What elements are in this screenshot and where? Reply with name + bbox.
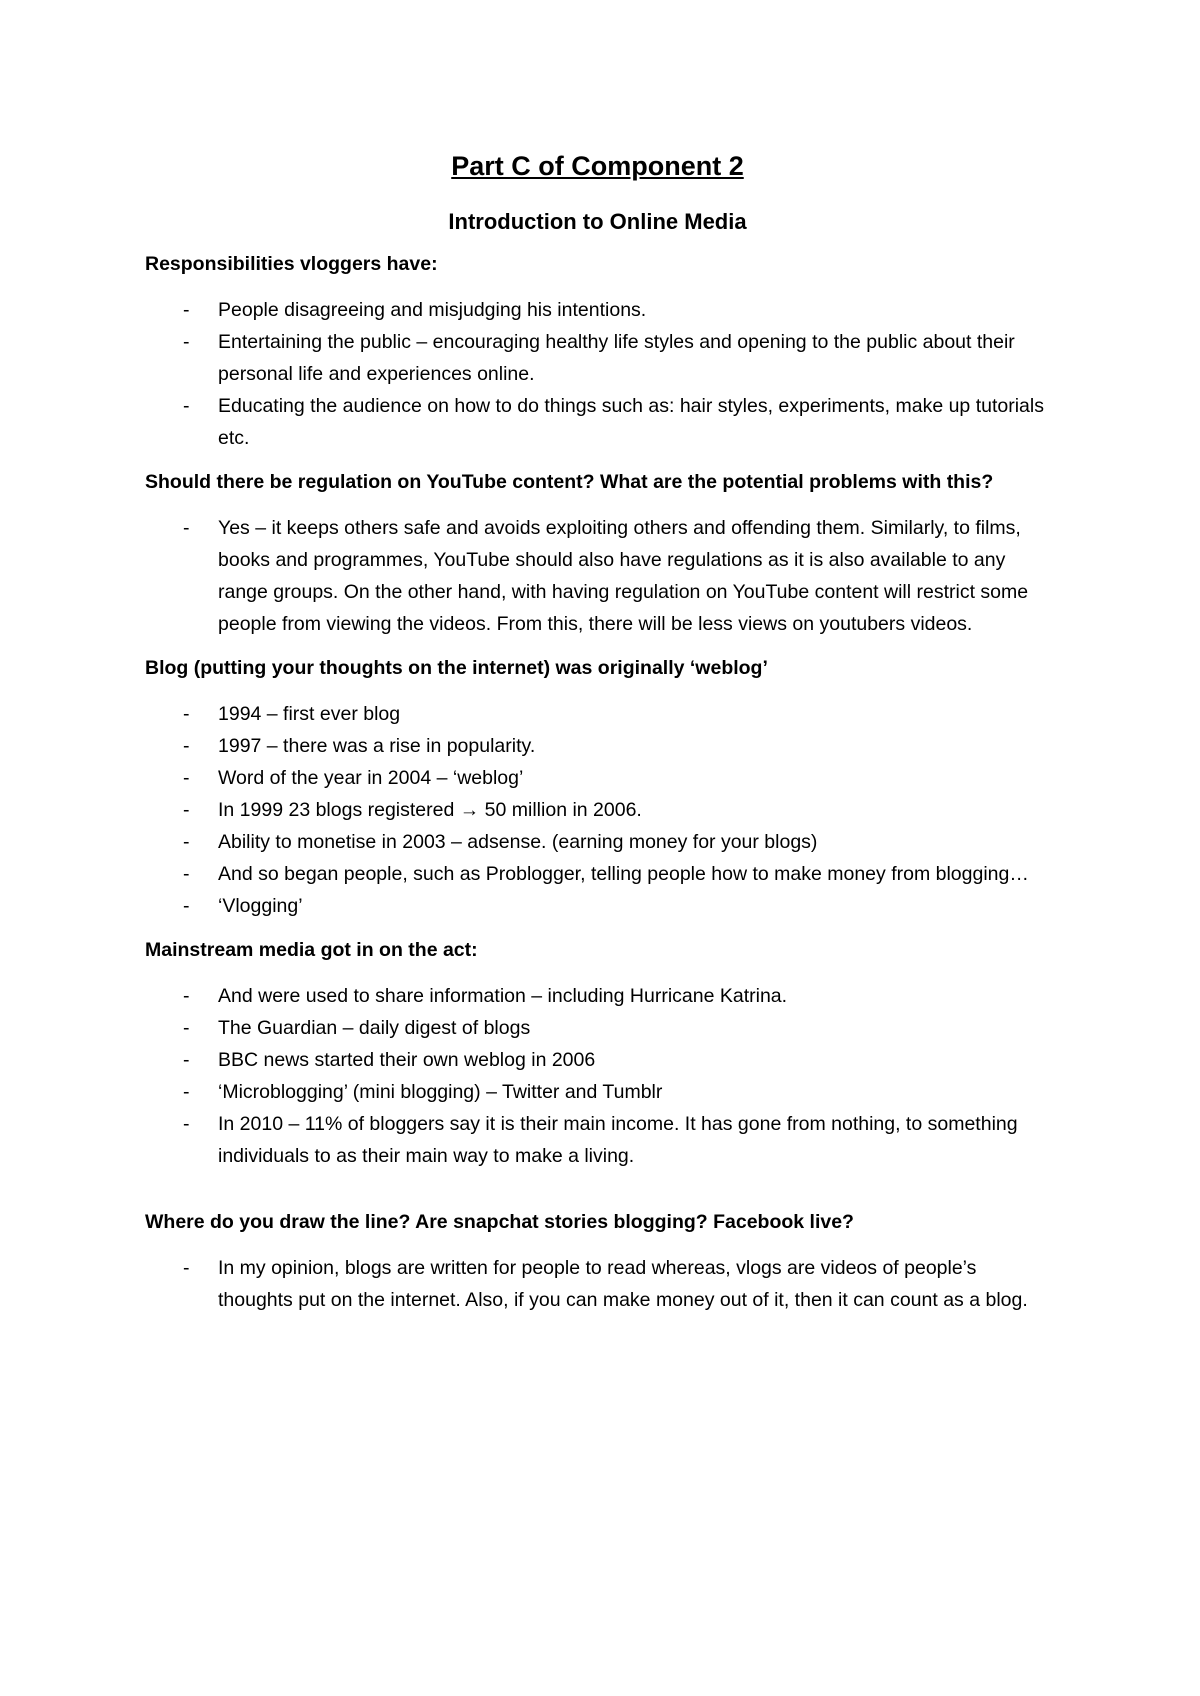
section-heading-mainstream-media: Mainstream media got in on the act: [145, 939, 478, 961]
list-item-text: 1997 – there was a rise in popularity. [218, 735, 536, 757]
section-heading-where-line: Where do you draw the line? Are snapchat stories blogging? Facebook live? [145, 1211, 854, 1233]
list-item-text: Yes – it keeps others safe and avoids exploiting others and offending them. Similarly, to films, books and programmes, YouTube should also have regulations as it is also available to any range groups. On the other hand, with having regulation on YouTube content will restrict some people from viewing the videos. From this, there will be less views on youtubers videos. [218, 517, 1029, 635]
document-subtitle: Introduction to Online Media [448, 209, 747, 234]
dash-bullet: - [183, 863, 190, 885]
dash-bullet: - [183, 1049, 190, 1071]
list-item-text: ‘Vlogging’ [218, 895, 303, 917]
bullet-list-mainstream-media [145, 980, 1050, 1172]
list-item-text: Entertaining the public – encouraging healthy life styles and opening to the public about their personal life and experiences online. [218, 331, 1015, 385]
dash-bullet: - [183, 1081, 190, 1103]
dash-bullet: - [183, 831, 190, 853]
bullet-list-responsibilities [145, 294, 1050, 454]
list-item-text: In 2010 – 11% of bloggers say it is their main income. It has gone from nothing, to something individuals to as their main way to make a living. [218, 1113, 1018, 1167]
list-item-text: 1994 – first ever blog [218, 703, 401, 725]
list-item-text: Ability to monetise in 2003 – adsense. (earning money for your blogs) [218, 831, 818, 853]
list-item [145, 730, 1050, 762]
section-heading-regulation: Should there be regulation on YouTube content? What are the potential problems with this? [145, 471, 994, 493]
dash-bullet: - [183, 299, 190, 321]
list-item [145, 1044, 1050, 1076]
bullet-list-blog-history [145, 698, 1050, 922]
list-item [145, 980, 1050, 1012]
list-item-text: BBC news started their own weblog in 2006 [218, 1049, 596, 1071]
list-item [145, 698, 1050, 730]
list-item-text: ‘Microblogging’ (mini blogging) – Twitter and Tumblr [218, 1081, 663, 1103]
list-item [145, 326, 1050, 390]
list-item [145, 762, 1050, 794]
list-item [145, 1252, 1050, 1316]
list-item-text: Word of the year in 2004 – ‘weblog’ [218, 767, 524, 789]
dash-bullet: - [183, 985, 190, 1007]
list-item-text: And so began people, such as Problogger, telling people how to make money from blogging… [218, 863, 1029, 885]
dash-bullet: - [183, 1113, 190, 1135]
list-item [145, 794, 1050, 826]
section-heading-blog-history: Blog (putting your thoughts on the internet) was originally ‘weblog’ [145, 657, 768, 679]
dash-bullet: - [183, 517, 190, 539]
list-item-text: People disagreeing and misjudging his intentions. [218, 299, 647, 321]
list-item [145, 890, 1050, 922]
section-heading-responsibilities: Responsibilities vloggers have: [145, 253, 438, 275]
dash-bullet: - [183, 735, 190, 757]
bullet-list-where-line [145, 1252, 1050, 1316]
list-item [145, 512, 1050, 640]
bullet-list-regulation [145, 512, 1050, 640]
list-item [145, 826, 1050, 858]
list-item-text: And were used to share information – including Hurricane Katrina. [218, 985, 788, 1007]
dash-bullet: - [183, 895, 190, 917]
list-item [145, 390, 1050, 454]
list-item [145, 1108, 1050, 1172]
list-item-text: In 1999 23 blogs registered → 50 million in 2006. [218, 799, 642, 821]
list-item [145, 294, 1050, 326]
dash-bullet: - [183, 799, 190, 821]
list-item [145, 1012, 1050, 1044]
list-item [145, 1076, 1050, 1108]
document-title: Part C of Component 2 [451, 151, 744, 181]
dash-bullet: - [183, 331, 190, 353]
dash-bullet: - [183, 767, 190, 789]
dash-bullet: - [183, 395, 190, 417]
list-item-text: The Guardian – daily digest of blogs [218, 1017, 531, 1039]
list-item [145, 858, 1050, 890]
list-item-text: Educating the audience on how to do things such as: hair styles, experiments, make up tutorials etc. [218, 395, 1044, 449]
dash-bullet: - [183, 703, 190, 725]
list-item-text: In my opinion, blogs are written for people to read whereas, vlogs are videos of people’s thoughts put on the internet. Also, if you can make money out of it, then it can count as a blog. [218, 1257, 1028, 1311]
dash-bullet: - [183, 1257, 190, 1279]
dash-bullet: - [183, 1017, 190, 1039]
